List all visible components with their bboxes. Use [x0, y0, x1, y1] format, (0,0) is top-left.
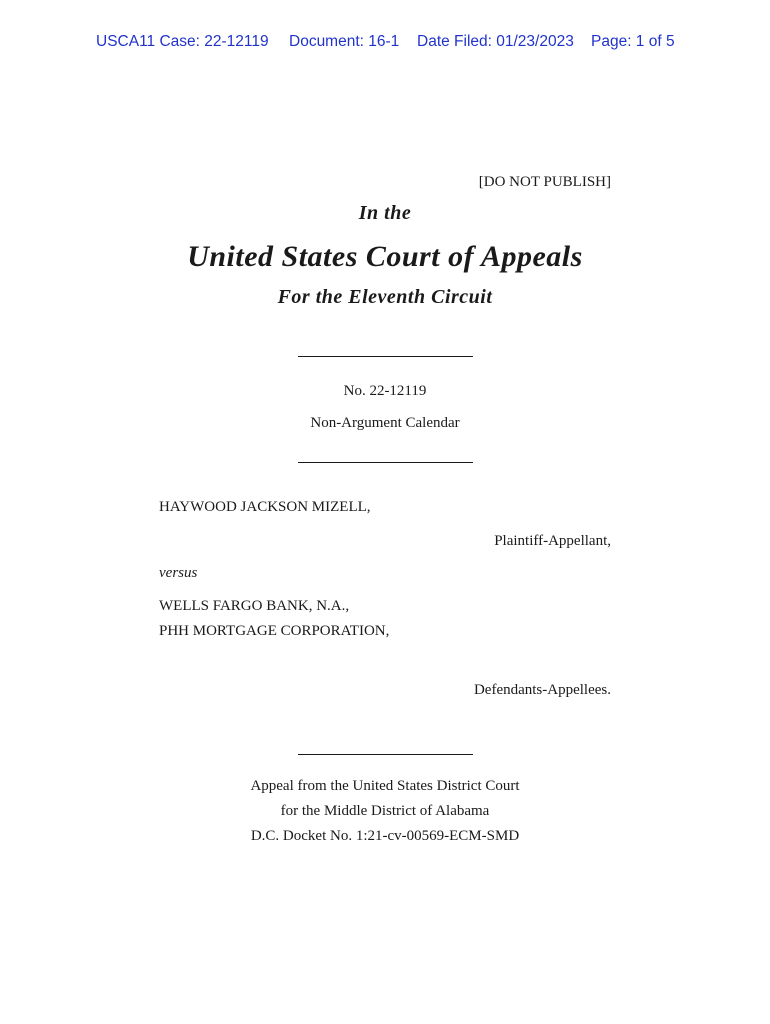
header-date-filed: Date Filed: 01/23/2023: [417, 33, 574, 50]
defendant-name: WELLS FARGO BANK, N.A.,: [159, 598, 350, 614]
plaintiff-name: HAYWOOD JACKSON MIZELL,: [159, 499, 371, 515]
appeal-district-line: for the Middle District of Alabama: [280, 803, 490, 819]
appeal-origin-line: Appeal from the United States District Court: [250, 778, 520, 794]
plaintiff-role: Plaintiff-Appellant,: [494, 533, 611, 549]
divider-rule: [298, 462, 473, 463]
circuit-name: For the Eleventh Circuit: [277, 286, 493, 308]
case-number: No. 22-12119: [343, 383, 427, 399]
divider-rule: [298, 356, 473, 357]
versus-label: versus: [159, 565, 198, 581]
header-case-number: USCA11 Case: 22-12119: [96, 33, 269, 50]
defendant-role: Defendants-Appellees.: [473, 682, 611, 698]
defendant-name: PHH MORTGAGE CORPORATION,: [159, 623, 390, 639]
header-document: Document: 16-1: [289, 33, 400, 50]
header-page-count: Page: 1 of 5: [591, 33, 675, 50]
court-name: United States Court of Appeals: [187, 240, 583, 273]
court-prefix: In the: [358, 202, 412, 224]
divider-rule: [298, 754, 473, 755]
publication-status: [DO NOT PUBLISH]: [478, 174, 611, 190]
docket-number: D.C. Docket No. 1:21-cv-00569-ECM-SMD: [250, 828, 520, 844]
calendar-type: Non-Argument Calendar: [310, 415, 460, 431]
